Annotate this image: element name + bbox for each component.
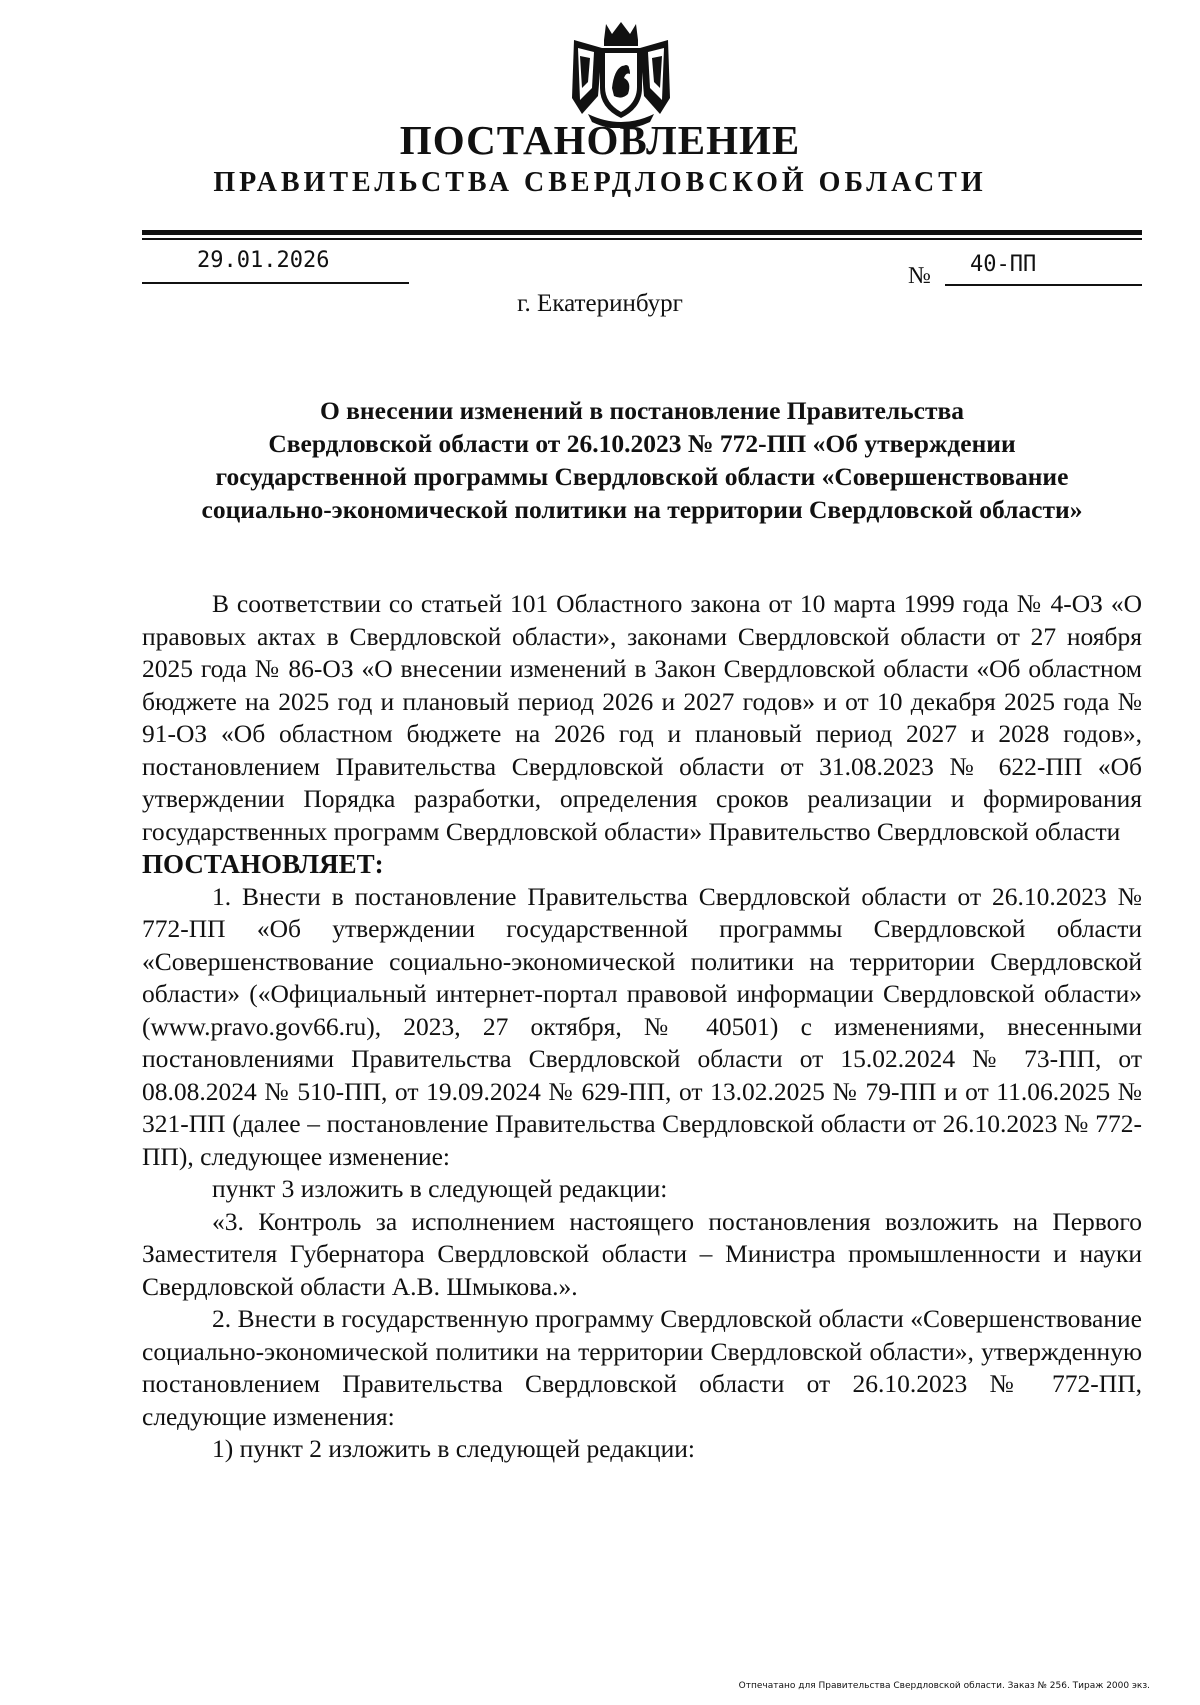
item-1-subparagraph: пункт 3 изложить в следующей редакции:: [212, 1174, 668, 1203]
city: г. Екатеринбург: [517, 290, 683, 317]
title-line: государственной программы Свердловской области «Совершенствование: [215, 462, 1069, 491]
title-line: О внесении изменений в постановление Правительства: [319, 396, 965, 425]
title-line: социально-экономической политики на территории Свердловской области»: [201, 495, 1083, 524]
document-date: 29.01.2026: [197, 248, 330, 273]
number-sign: №: [908, 263, 931, 289]
item-2-subparagraph: 1) пункт 2 изложить в следующей редакции:: [212, 1434, 695, 1463]
header-rule-thin: [142, 238, 1142, 240]
issuing-authority: ПРАВИТЕЛЬСТВА СВЕРДЛОВСКОЙ ОБЛАСТИ: [213, 167, 987, 198]
number-underline: [945, 284, 1142, 286]
date-underline: [142, 282, 409, 284]
preamble-paragraph: В соответствии со статьей 101 Областного закона от 10 марта 1999 года № 4-ОЗ «О правовых актах в Свердловской области», законами Свердловской области от 27 ноября 2025 года № 86-ОЗ «О внесении изменений в Закон Свердловской области «Об областном бюджете на 2025 год и плановый период 2026 и 2027 годов» и от 10 декабря 2025 года № 91-ОЗ «Об областном бюджете на 2026 год и плановый период 2027 и 2028 годов», постановлением Правительства Свердловской области от 31.08.2023 № 622-ПП «Об утверждении Порядка разработки, определения сроков реализации и формирования государственных программ Свердловской области» Правительство Свердловской области: [142, 589, 1142, 846]
coat-of-arms-icon: [568, 18, 674, 128]
item-2-paragraph: 2. Внести в государственную программу Свердловской области «Совершенствование социально-экономической политики на территории Свердловской области», утвержденную постановлением Правительства Свердловской области от 26.10.2023 № 772-ПП, следующие изменения:: [142, 1304, 1142, 1431]
title-line: Свердловской области от 26.10.2023 № 772-ПП «Об утверждении: [268, 429, 1016, 458]
print-imprint: Отпечатано для Правительства Свердловской области. Заказ № 256. Тираж 2000 экз.: [738, 1681, 1150, 1691]
decree-word: ПОСТАНОВЛЯЕТ:: [142, 849, 384, 879]
document-body: [142, 588, 1142, 1466]
document-title: [142, 394, 1142, 526]
document-type-heading: ПОСТАНОВЛЕНИЕ: [399, 117, 801, 163]
item-1-quote: «3. Контроль за исполнением настоящего постановления возложить на Первого Заместителя Губернатора Свердловской области – Министра промышленности и науки Свердловской области А.В. Шмыкова.».: [142, 1206, 1142, 1301]
document-number: 40-ПП: [970, 252, 1037, 277]
header-rule-thick: [142, 230, 1142, 235]
item-1-paragraph: 1. Внести в постановление Правительства Свердловской области от 26.10.2023 № 772-ПП «Об утверждении государственной программы Свердловской области «Совершенствование социально-экономической политики на территории Свердловской области» («Официальный интернет-портал правовой информации Свердловской области» (www.pravo.gov66.ru), 2023, 27 октября, № 40501) с изменениями, внесенными постановлениями Правительства Свердловской области от 15.02.2024 № 73-ПП, от 08.08.2024 № 510-ПП, от 19.09.2024 № 629-ПП, от 13.02.2025 № 79-ПП и от 11.06.2025 № 321-ПП (далее – постановление Правительства Свердловской области от 26.10.2023 № 772-ПП), следующее изменение:: [142, 881, 1142, 1171]
